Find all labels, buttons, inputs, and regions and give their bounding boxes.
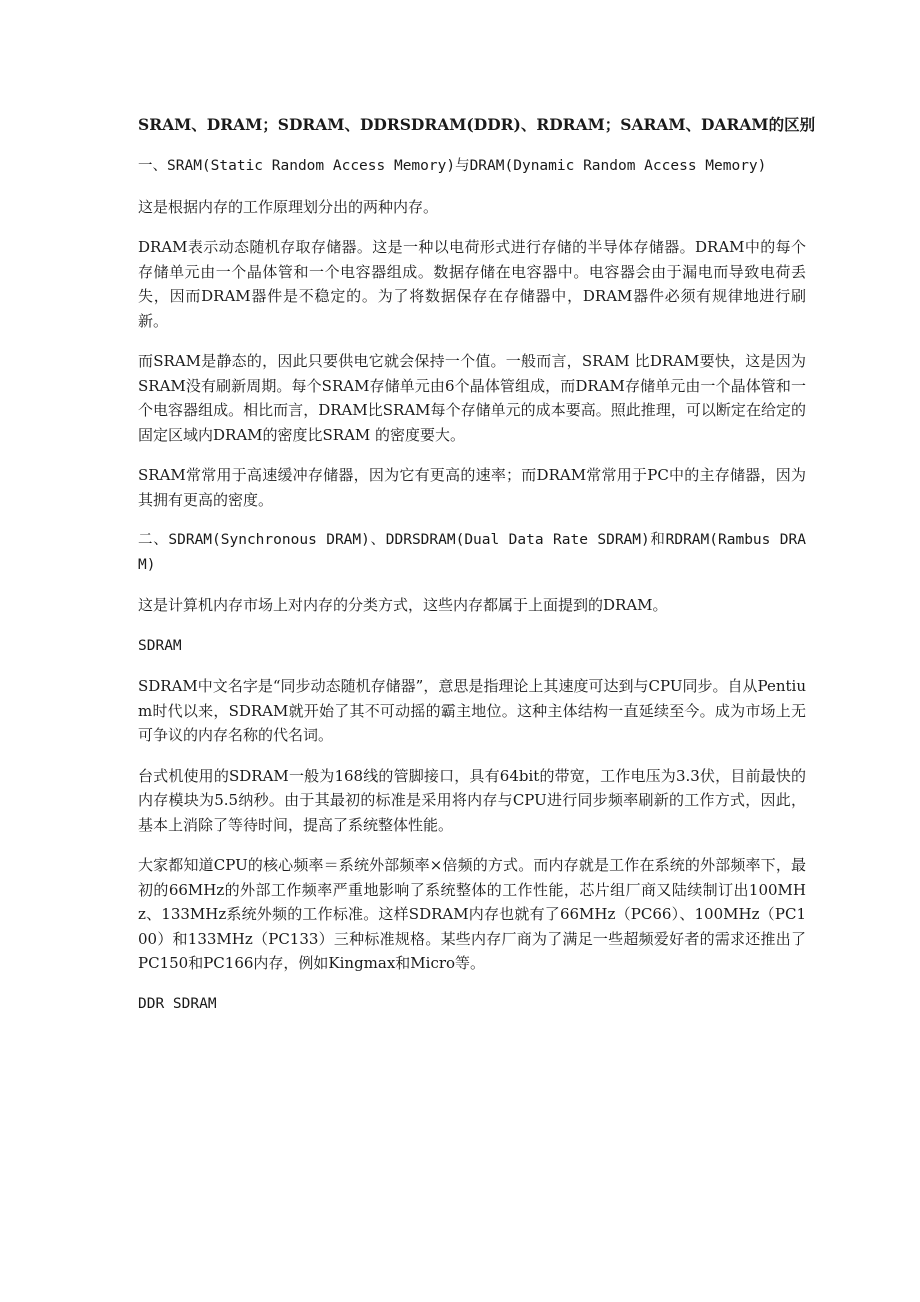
document-page [138,112,816,1032]
section-heading-sdram-ddr-rdram: 二、SDRAM(Synchronous DRAM)、DDRSDRAM(Dual Data Rate SDRAM)和RDRAM(Rambus DRAM) [138,532,806,573]
paragraph-market-classification: 这是计算机内存市场上对内存的分类方式，这些内存都属于上面提到的DRAM。 [138,596,668,614]
paragraph-sram-dram-usage: SRAM常常用于高速缓冲存储器，因为它有更高的速率；而DRAM常常用于PC中的主存储器，因为其拥有更高的密度。 [138,466,806,509]
paragraph-intro-working-principle: 这是根据内存的工作原理划分出的两种内存。 [138,197,439,216]
paragraph-sdram-frequency: 大家都知道CPU的核心频率＝系统外部频率×倍频的方式。而内存就是工作在系统的外部频率下，最初的66MHz的外部工作频率严重地影响了系统整体的工作性能，芯片组厂商又陆续制订出100MHz、133MHz系统外频的工作标准。这样SDRAM内存也就有了66MHz（PC66）、100MHz（PC100）和133MHz（PC133）三种标准规格。某些内存厂商为了满足一些超频爱好者的需求还推出了PC150和PC166内存，例如Kingmax和Micro等。 [138,856,806,972]
section-heading-sram-dram: 一、SRAM(Static Random Access Memory)与DRAM(Dynamic Random Access Memory) [138,158,767,174]
paragraph-dram-description: DRAM表示动态随机存取存储器。这是一种以电荷形式进行存储的半导体存储器。DRAM中的每个存储单元由一个晶体管和一个电容器组成。数据存储在电容器中。电容器会由于漏电而导致电荷丢失，因而DRAM器件是不稳定的。为了将数据保存在存储器中，DRAM器件必须有规律地进行刷新。 [138,238,806,330]
paragraph-sdram-desktop: 台式机使用的SDRAM一般为168线的管脚接口，具有64bit的带宽，工作电压为3.3伏，目前最快的内存模块为5.5纳秒。由于其最初的标准是采用将内存与CPU进行同步频率刷新的工作方式，因此，基本上消除了等待时间，提高了系统整体性能。 [138,766,806,834]
paragraph-sram-description: 而SRAM是静态的，因此只要供电它就会保持一个值。一般而言，SRAM 比DRAM要快，这是因为SRAM没有刷新周期。每个SRAM存储单元由6个晶体管组成，而DRAM存储单元由一个晶体管和一个电容器组成。相比而言，DRAM比SRAM每个存储单元的成本要高。照此推理，可以断定在给定的固定区域内DRAM的密度比SRAM 的密度要大。 [138,352,806,444]
paragraph-sdram-name: SDRAM中文名字是“同步动态随机存储器”，意思是指理论上其速度可达到与CPU同步。自从Pentium时代以来，SDRAM就开始了其不可动摇的霸主地位。这种主体结构一直延续至今。成为市场上无可争议的内存名称的代名词。 [138,677,806,744]
subheading-sdram: SDRAM [138,637,182,654]
subheading-ddr-sdram: DDR SDRAM [138,995,217,1012]
document-title: SRAM、DRAM；SDRAM、DDRSDRAM(DDR)、RDRAM；SARAM、DARAM的区别 [138,115,816,134]
